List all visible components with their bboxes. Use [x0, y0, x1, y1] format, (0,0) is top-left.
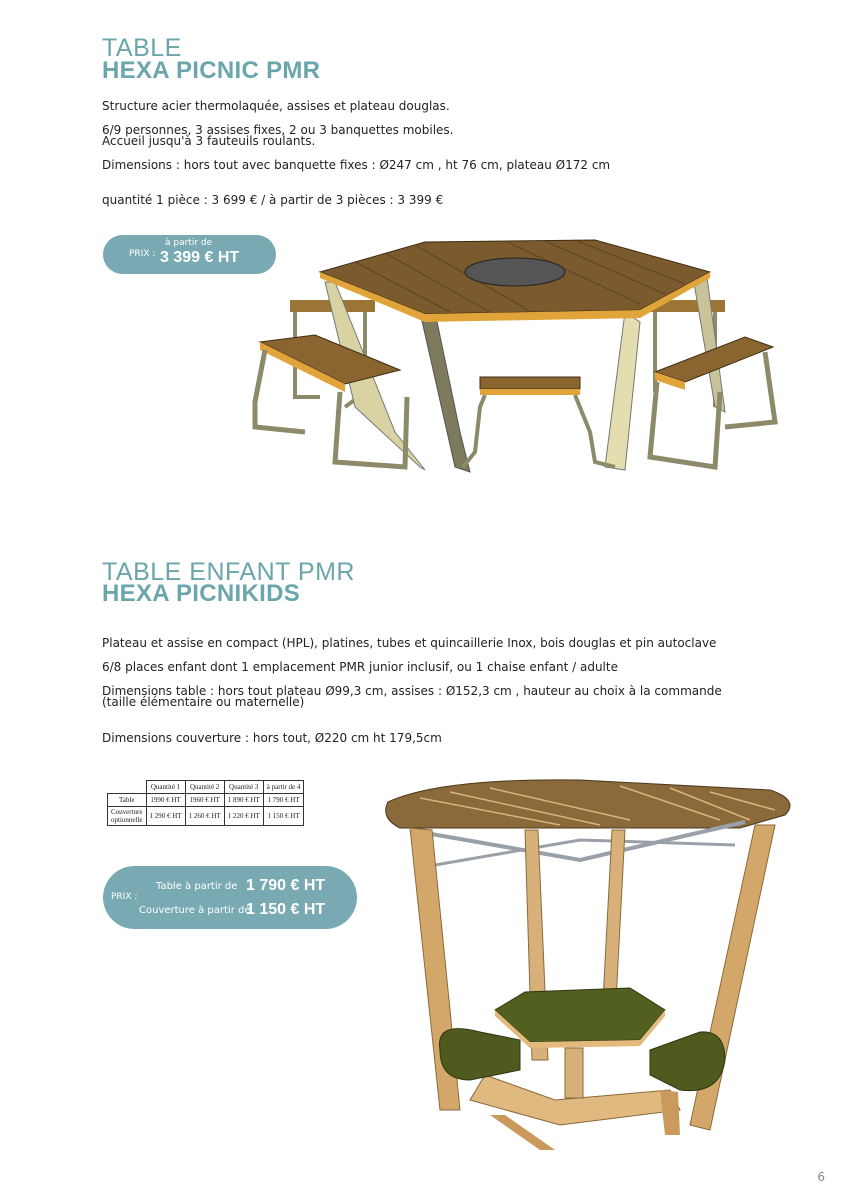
section1-line-2: 6/9 personnes, 3 assises fixes, 2 ou 3 banquettes mobiles.	[102, 123, 454, 137]
section2-line-4: (taille élémentaire ou maternelle)	[102, 695, 305, 709]
price-table-header: Quantité 3	[224, 781, 263, 794]
price-cell: 1 220 € HT	[224, 807, 263, 826]
section1-title-light: TABLE	[102, 34, 182, 62]
section2-price-cover-value: 1 150 € HT	[246, 901, 326, 918]
section2-line-3: Dimensions table : hors tout plateau Ø99,3 cm, assises : Ø152,3 cm , hauteur au choix à la commande	[102, 684, 722, 698]
price-cell: 1 790 € HT	[263, 794, 304, 807]
section2-line-1: Plateau et assise en compact (HPL), platines, tubes et quincaillerie Inox, bois douglas et pin autoclave	[102, 636, 717, 650]
table-center-plate	[465, 258, 565, 286]
hexa-picnic-table-image	[245, 232, 785, 477]
section2-price-label: PRIX :	[111, 892, 138, 902]
price-table-header-row	[108, 781, 304, 794]
section1-price-label: PRIX :	[129, 249, 156, 259]
section2-line-5: Dimensions couverture : hors tout, Ø220 cm ht 179,5cm	[102, 731, 442, 745]
section1-title-bold: HEXA PICNIC PMR	[102, 57, 321, 84]
table-row	[108, 807, 304, 826]
section2-price-pill	[103, 866, 357, 929]
price-table	[107, 780, 304, 826]
seat-left	[440, 1029, 521, 1080]
section1-line-3: Accueil jusqu'à 3 fauteuils roulants.	[102, 134, 316, 148]
row-label-line1: Couverture	[111, 808, 143, 816]
page-number: 6	[817, 1170, 825, 1184]
section2-title-light: TABLE ENFANT PMR	[102, 558, 355, 586]
section1-price-prefix: à partir de	[165, 238, 213, 248]
price-table-header: à partir de 4	[263, 781, 304, 794]
price-table-header: Quantité 1	[146, 781, 185, 794]
canopy-roof	[386, 780, 790, 828]
price-cell: 1 260 € HT	[185, 807, 224, 826]
price-cell: 1 890 € HT	[224, 794, 263, 807]
price-cell: 1 290 € HT	[146, 807, 185, 826]
section2-title-bold: HEXA PICNIKIDS	[102, 580, 301, 607]
price-table-header: Quantité 2	[185, 781, 224, 794]
section2-price-table-value: 1 790 € HT	[246, 877, 326, 894]
table-row	[108, 794, 304, 807]
price-table-corner	[108, 781, 147, 794]
section2-line-2: 6/8 places enfant dont 1 emplacement PMR junior inclusif, ou 1 chaise enfant / adulte	[102, 660, 618, 674]
price-cell: 1990 € HT	[146, 794, 185, 807]
section1-line-4: Dimensions : hors tout avec banquette fixes : Ø247 cm , ht 76 cm, plateau Ø172 cm	[102, 158, 611, 172]
row-label-line2: optionnelle	[111, 816, 143, 824]
section1-price-value: 3 399 € HT	[160, 249, 240, 266]
bench-front-center	[480, 377, 580, 389]
price-cell: 1 150 € HT	[263, 807, 304, 826]
section2-price-table-label: Table à partir de	[156, 881, 238, 892]
section1-line-5: quantité 1 pièce : 3 699 € / à partir de 3 pièces : 3 399 €	[102, 193, 444, 207]
price-cell: 1960 € HT	[185, 794, 224, 807]
row-label	[108, 807, 147, 826]
section2-price-cover-label: Couverture à partir de	[139, 905, 251, 916]
row-label: Table	[108, 794, 147, 807]
hexa-picnikids-image	[380, 770, 810, 1170]
section1-line-1: Structure acier thermolaquée, assises et plateau douglas.	[102, 99, 450, 113]
seat-right	[650, 1032, 725, 1091]
